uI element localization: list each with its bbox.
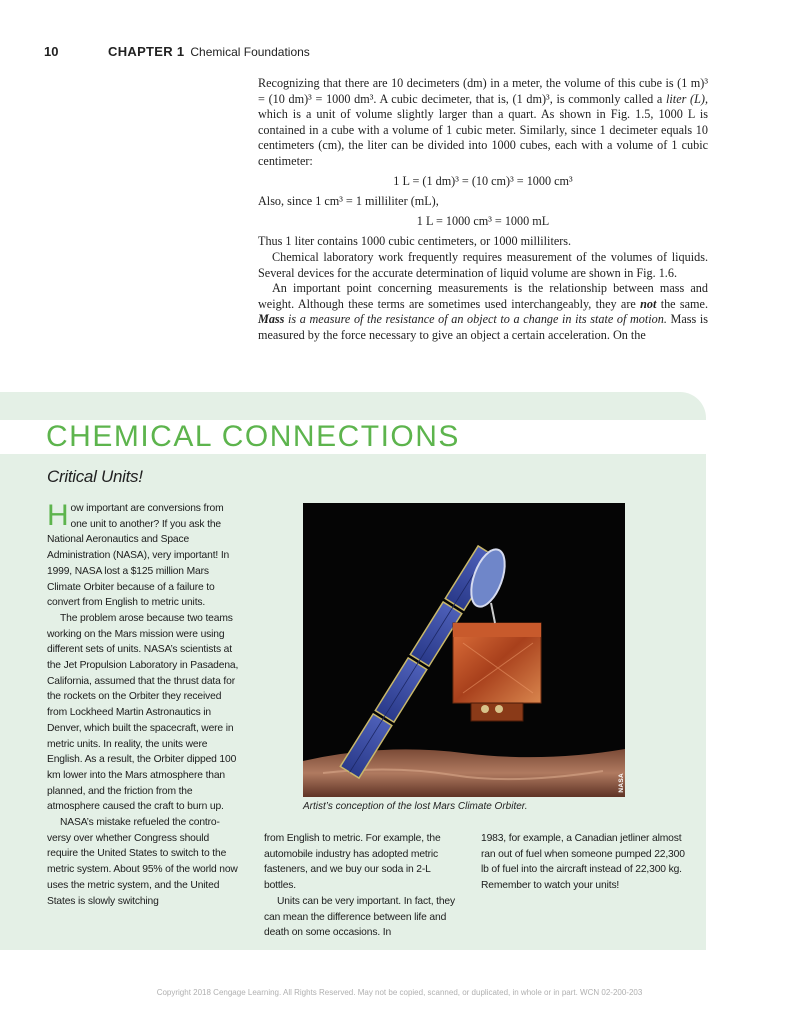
- running-header: [44, 44, 310, 59]
- mars-climate-orbiter-photo: [303, 503, 625, 797]
- main-body-text: [258, 76, 708, 344]
- sidebar-column-2: [264, 831, 464, 941]
- page-number: 10: [44, 44, 59, 59]
- sidebar-paragraph-6: 1983, for example, a Canadian jetliner almost ran out of fuel when someone pumped 22,300 lb of fuel into the aircraft instead of 22,300 kg. Remember to watch your units!: [481, 833, 685, 892]
- paragraph-milliliter: Also, since 1 cm³ = 1 milliliter (mL),: [258, 194, 439, 209]
- orbiter-illustration: [303, 503, 625, 797]
- chapter-label: CHAPTER 1: [108, 44, 185, 59]
- photo-caption: Artist’s conception of the lost Mars Climate Orbiter.: [303, 801, 528, 812]
- drop-cap: H: [47, 499, 69, 532]
- chapter-title: Chemical Foundations: [190, 45, 310, 59]
- sidebar-paragraph-1: How important are conversions from one unit to another? If you ask the National Aeronautics and Space Administration (NASA), very important! In 1999, NASA lost a $125 million Mars Climate Orbiter because of a failure to convert from English to metric units.: [47, 499, 230, 609]
- sidebar-subtitle: Critical Units!: [47, 467, 143, 486]
- paragraph-mass-weight: An important point concerning measurements is the relationship between mass and weight. Although these terms are sometimes used interchangeably, they are not the same. Mass is a measure of the resistance of an object to a change in its state of motion. Mass is measured by the force necessary to give an object a certain acceleration. On the: [258, 281, 709, 342]
- sidebar-paragraph-5: Units can be very important. In fact, they can mean the difference between life and death on some occasions. In: [264, 895, 455, 939]
- photo-credit: NASA: [618, 773, 625, 793]
- copyright-notice: Copyright 2018 Cengage Learning. All Rights Reserved. May not be copied, scanned, or duplicated, in whole or in part. WCN 02-200-203: [156, 988, 643, 997]
- paragraph-liter: Recognizing that there are 10 decimeters (dm) in a meter, the volume of this cube is (1 m)³ = (10 dm)³ = 1000 dm³. A cubic decimeter, that is, (1 dm)³, is commonly called a liter (L), which is a unit of volume slightly larger than a quart. As shown in Fig. 1.5, 1000 L is contained in a cube with a volume of 1 cubic meter. Similarly, since 1 decimeter equals 10 centimeters (cm), the liter can be divided into 1000 cubes, each with a volume of 1 cubic centimeter:: [258, 76, 708, 168]
- equation-liter-cm3: 1 L = (1 dm)³ = (10 cm)³ = 1000 cm³: [393, 173, 573, 188]
- sidebar-column-1: [47, 501, 242, 909]
- sidebar-title: CHEMICAL CONNECTIONS: [46, 420, 460, 453]
- sidebar-paragraph-4: from English to metric. For example, the automobile industry has adopted metric fasteners, and we buy our soda in 2-L bottles.: [264, 833, 441, 892]
- term-mass: Mass: [258, 312, 285, 327]
- paragraph-lab-volumes: Chemical laboratory work frequently requires measurement of the volumes of liquids. Several devices for the accurate determination of liquid volume are shown in Fig. 1.6.: [258, 249, 708, 280]
- sidebar-column-3: [481, 831, 691, 894]
- sidebar-paragraph-2: The problem arose because two teams working on the Mars mission were using different sets of units. NASA’s scientists at the Jet Propulsion Laboratory in Pasadena, California, assumed that the thrust data for the rockets on the Orbiter they received from Lockheed Martin Astronautics in Denver, which built the spacecraft, were in metric units. In reality, the units were English. As a result, the Orbiter dipped 100 km lower into the Mars atmosphere than planned, and the friction from the atmosphere caused the craft to burn up.: [47, 612, 239, 813]
- sidebar-paragraph-3: NASA’s mistake refueled the contro- versy over whether Congress should require the United States to switch to the metric system. About 95% of the world now uses the metric system, and the United States is slowly switching: [47, 817, 238, 907]
- mass-definition: is a measure of the resistance of an object to a change in its state of motion.: [288, 312, 667, 327]
- term-liter: liter (L),: [666, 91, 708, 106]
- equation-liter-ml: 1 L = 1000 cm³ = 1000 mL: [416, 213, 550, 228]
- paragraph-thus: Thus 1 liter contains 1000 cubic centimeters, or 1000 milliliters.: [258, 234, 572, 249]
- emphasis-not: not: [640, 296, 657, 311]
